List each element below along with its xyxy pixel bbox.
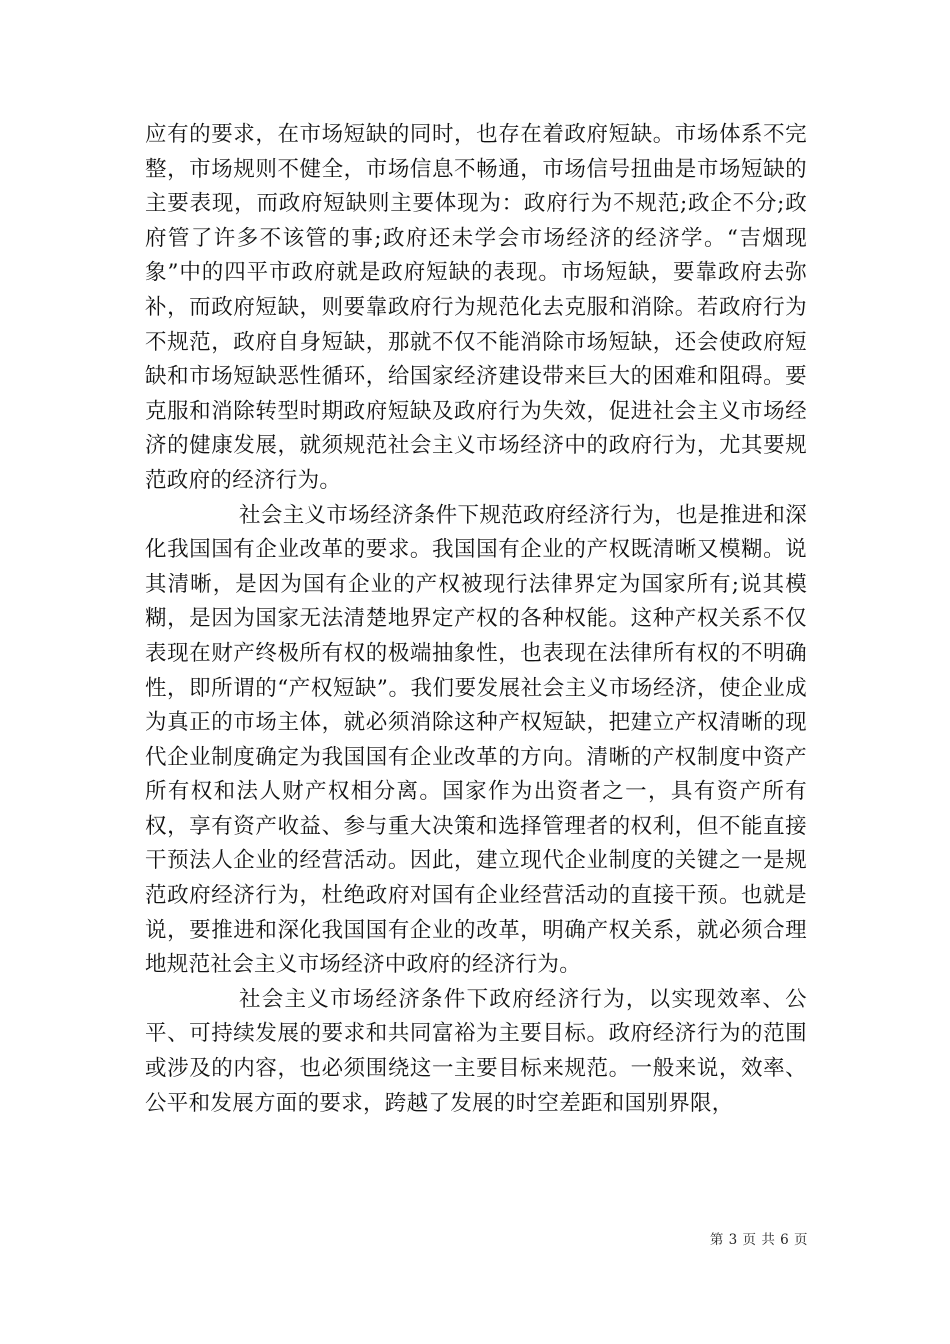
page-number-footer: 第 3 页 共 6 页 xyxy=(709,1232,808,1248)
body-text xyxy=(145,118,807,1121)
paragraph-1: 应有的要求，在市场短缺的同时，也存在着政府短缺。市场体系不完整，市场规则不健全，市场信息不畅通，市场信号扭曲是市场短缺的主要表现，而政府短缺则主要体现为：政府行为不规范;政企不分;政府管了许多不该管的事;政府还未学会市场经济的经济学。“吉烟现象”中的四平市政府就是政府短缺的表现。市场短缺，要靠政府去弥补，而政府短缺，则要靠政府行为规范化去克服和消除。若政府行为不规范，政府自身短缺，那就不仅不能消除市场短缺，还会使政府短缺和市场短缺恶性循环，给国家经济建设带来巨大的困难和阻碍。要克服和消除转型时期政府短缺及政府行为失效，促进社会主义市场经济的健康发展，就须规范社会主义市场经济中的政府行为，尤其要规范政府的经济行为。 xyxy=(145,122,807,493)
paragraph-3: 社会主义市场经济条件下政府经济行为，以实现效率、公平、可持续发展的要求和共同富裕为主要目标。政府经济行为的范围或涉及的内容，也必须围绕这一主要目标来规范。一般来说，效率、公平和发展方面的要求，跨越了发展的时空差距和国别界限， xyxy=(145,986,807,1116)
paragraph-2: 社会主义市场经济条件下规范政府经济行为，也是推进和深化我国国有企业改革的要求。我国国有企业的产权既清晰又模糊。说其清晰，是因为国有企业的产权被现行法律界定为国家所有;说其模糊，是因为国家无法清楚地界定产权的各种权能。这种产权关系不仅表现在财产终极所有权的极端抽象性，也表现在法律所有权的不明确性，即所谓的“产权短缺”。我们要发展社会主义市场经济，使企业成为真正的市场主体，就必须消除这种产权短缺，把建立产权清晰的现代企业制度确定为我国国有企业改革的方向。清晰的产权制度中资产所有权和法人财产权相分离。国家作为出资者之一，具有资产所有权，享有资产收益、参与重大决策和选择管理者的权利，但不能直接干预法人企业的经营活动。因此，建立现代企业制度的关键之一是规范政府经济行为，杜绝政府对国有企业经营活动的直接干预。也就是说，要推进和深化我国国有企业的改革，明确产权关系，就必须合理地规范社会主义市场经济中政府的经济行为。 xyxy=(145,502,807,978)
